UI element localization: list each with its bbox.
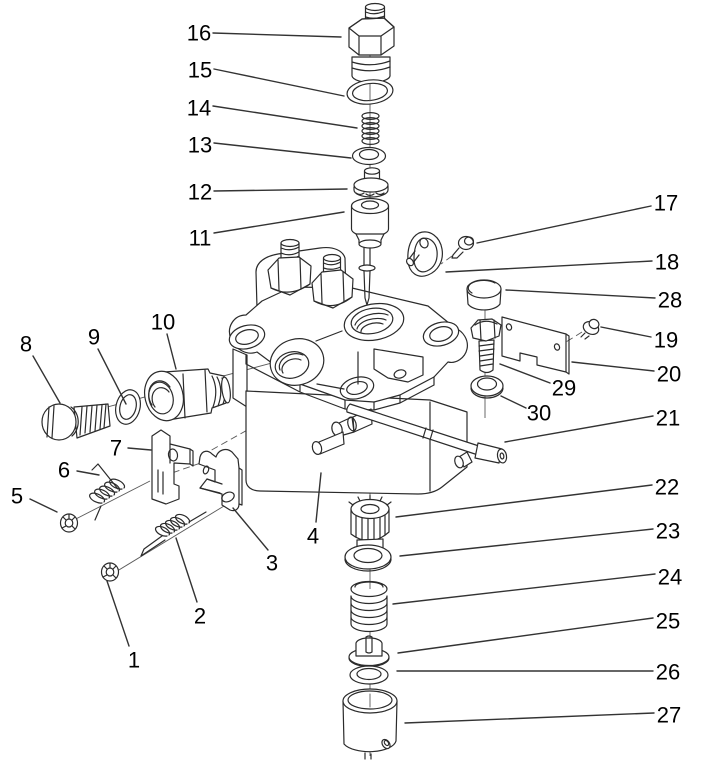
- spring-2-coils: [156, 514, 190, 536]
- callout-label-4: 4: [306, 523, 320, 549]
- callout-leader-11: [214, 212, 344, 233]
- callout-label-21: 21: [655, 405, 681, 431]
- callout-leader-5: [30, 499, 57, 512]
- callout-label-12: 12: [187, 179, 213, 205]
- part-25-slotted-cap: [349, 636, 389, 667]
- callout-label-2: 2: [193, 603, 207, 629]
- bolt-b-stud-top: [324, 255, 341, 262]
- part-3-bracket: [199, 450, 242, 511]
- seat-flare: [359, 240, 381, 248]
- callout-leader-14: [213, 106, 357, 128]
- callout-leader-27: [405, 713, 654, 723]
- part-19-screw: [581, 318, 601, 339]
- callout-label-11: 11: [188, 225, 212, 251]
- knob-22-top: [351, 500, 389, 519]
- part-27-cup: [343, 689, 397, 759]
- plug-stud-top: [366, 4, 385, 11]
- part-1-star-washer: [102, 563, 119, 581]
- callout-label-16: 16: [186, 20, 212, 46]
- callout-leader-13: [214, 143, 351, 158]
- callout-leader-6: [77, 471, 99, 475]
- bolt-a-stud-top: [281, 240, 299, 247]
- bracket-3-pin: [202, 465, 209, 474]
- spring-14-coils: [362, 113, 379, 145]
- callout-leader-20: [572, 362, 654, 371]
- part-6-spring: [90, 464, 125, 520]
- callout-leader-3: [233, 508, 268, 550]
- callout-leader-7: [128, 448, 151, 450]
- callout-label-18: 18: [654, 249, 680, 275]
- part-20-plate: [502, 317, 569, 374]
- o-ring-9-outer: [112, 387, 144, 427]
- part-18-cam-lever: [405, 232, 442, 276]
- callout-leader-24: [393, 574, 655, 604]
- callout-label-17: 17: [653, 190, 679, 216]
- part-29-bolt: [471, 319, 501, 373]
- part-10-fitting: [140, 367, 232, 425]
- callout-label-28: 28: [657, 287, 683, 313]
- callout-label-8: 8: [19, 331, 33, 357]
- part-11-valve-seat: [352, 199, 389, 249]
- callout-label-19: 19: [653, 327, 679, 353]
- screw-17-tip: [452, 248, 463, 258]
- callout-leader-28: [506, 290, 655, 298]
- callout-leader-1: [107, 581, 129, 646]
- callout-label-25: 25: [655, 608, 681, 634]
- callout-label-3: 3: [265, 550, 279, 576]
- callout-label-1: 1: [127, 647, 141, 673]
- callout-label-14: 14: [186, 95, 212, 121]
- part-26-o-ring: [350, 666, 388, 684]
- part-14-spring: [362, 113, 379, 145]
- washer-30-outer: [471, 376, 503, 396]
- callout-leader-25: [398, 618, 653, 653]
- part-13-washer: [353, 148, 386, 165]
- part-17-screw: [452, 237, 474, 259]
- callout-leader-9: [98, 349, 126, 404]
- callout-leader-16: [213, 33, 341, 37]
- callout-label-24: 24: [657, 564, 683, 590]
- part-16-hex-plug: [349, 4, 394, 83]
- part-22-knurled-knob: [349, 496, 391, 553]
- callout-label-22: 22: [654, 474, 680, 500]
- part-12-grommet: [354, 168, 388, 197]
- callout-label-29: 29: [551, 375, 577, 401]
- callout-label-27: 27: [656, 702, 682, 728]
- screw-19-tip: [581, 333, 589, 339]
- part-9-o-ring: [112, 387, 144, 427]
- callout-leader-15: [214, 69, 344, 96]
- grommet-neck-top: [365, 168, 380, 174]
- part-8-screw: [42, 404, 110, 440]
- part-28-cap: [467, 280, 501, 310]
- callout-leader-2: [176, 538, 197, 602]
- part-23-washer: [345, 545, 391, 571]
- part-2-spring: [141, 512, 206, 556]
- callout-label-7: 7: [109, 435, 123, 461]
- needle-collar: [359, 265, 375, 271]
- callout-leader-8: [33, 356, 60, 403]
- spring-2-axis: [109, 506, 224, 576]
- part-30-washer: [471, 376, 503, 398]
- bolt-29-hex: [471, 319, 501, 341]
- part-24-spring: [351, 582, 387, 632]
- bracket-7-face: [152, 430, 190, 504]
- part-5-star-washer: [61, 514, 78, 532]
- body-hex-bolt-left: [268, 240, 311, 296]
- callout-label-15: 15: [187, 57, 213, 83]
- callout-leader-30: [501, 396, 526, 408]
- callout-label-23: 23: [655, 518, 681, 544]
- callout-label-13: 13: [187, 132, 213, 158]
- part-7-bracket: [152, 430, 193, 504]
- callout-label-5: 5: [10, 483, 24, 509]
- callout-leader-18: [446, 261, 652, 272]
- spring-2-pin: [141, 512, 206, 556]
- callout-label-26: 26: [655, 659, 681, 685]
- callout-leader-12: [214, 189, 347, 191]
- spring-6-coils: [90, 479, 125, 503]
- callout-label-6: 6: [57, 457, 71, 483]
- callout-leader-10: [167, 334, 176, 369]
- callout-leader-23: [400, 529, 653, 556]
- grommet-flange: [354, 178, 388, 192]
- callout-leader-17: [477, 206, 651, 243]
- callout-label-9: 9: [87, 324, 101, 350]
- callout-label-30: 30: [526, 400, 552, 426]
- callout-label-10: 10: [150, 309, 176, 335]
- bracket-3-face: [199, 450, 239, 511]
- callout-label-20: 20: [656, 361, 682, 387]
- callout-leader-19: [601, 327, 651, 337]
- body-left-step: [233, 349, 247, 407]
- part-15-o-ring: [346, 78, 394, 107]
